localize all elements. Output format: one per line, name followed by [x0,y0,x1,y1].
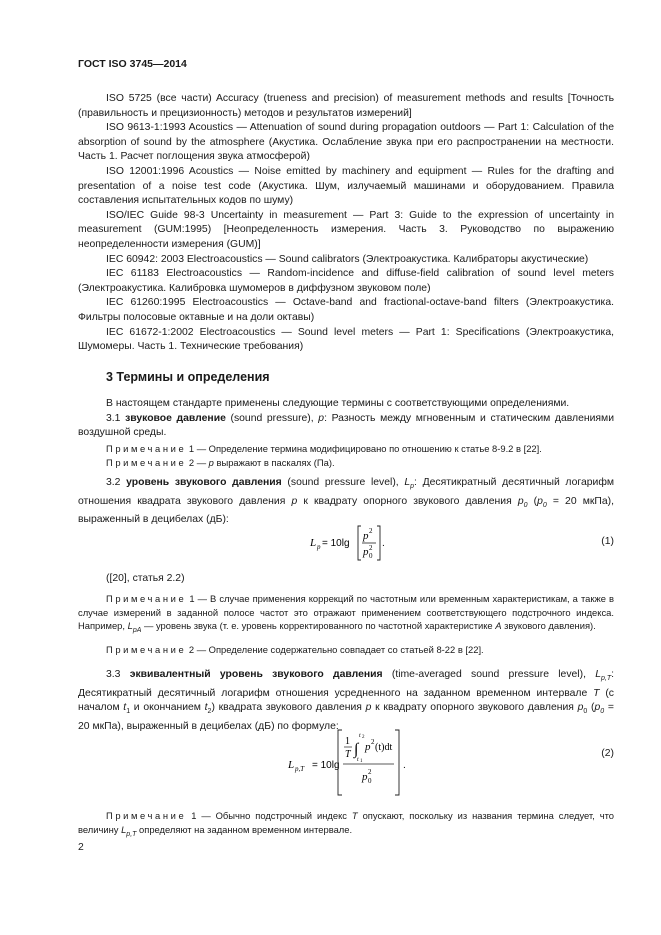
document-header: ГОСТ ISO 3745—2014 [78,58,187,70]
note: Примечание 2 — Определение содержательно совпадает со статьей 8-22 в [22]. [106,644,484,656]
reference-item: IEC 60942: 2003 Electroacoustics — Sound calibrators (Электроакустика. Калибраторы акустические) [106,253,589,265]
right-bracket [395,730,399,795]
intro-paragraph: В настоящем стандарте применены следующие термины с соответствующими определениями. [106,398,570,409]
svg-text:p: p [365,741,371,753]
reference-item: ISO 9613-1:1993 Acoustics — Attenuation of sound during propagation outdoors — Part 1: Calculation of the absorption of sound by the atmosphere (Акустика. Ослабление звука при его распространении на местности. Часть 1. Расчет поглощения звука атмосферой) [78,122,614,163]
notes-3-1 [78,442,614,469]
formula-number: (2) [601,748,614,759]
svg-text:1: 1 [360,759,363,764]
note: Примечание 1 — В случае применения коррекций по частотным или временным характеристикам, а также в случае измерений в заданной полосе частот это отражают применением соответствующего подстрочного индекса. Например, $L_{pA}$ — уровень звука (т. е. уровень корректированного по частотной характеристике A звукового давления). [78,593,614,634]
reference-item: ISO 5725 (все части) Accuracy (trueness and precision) of measurement methods and results [Точность (правильность и прецизионность) методов и результатов измерений] [78,93,614,119]
note: Примечание 1 — Обычно подстрочный индекс T опускают, поскольку из названия термина следует, что величину $L_{p,T}$ определяют на заданном временном интервале. [78,810,615,838]
term-3-2: 3.2 уровень звукового давления (sound pressure level), $L_p$: Десятикратный десятичный логарифм отношения квадрата звукового давления p к квадрату опорного звукового давления $p_0$ ($p_0 = 20$ мкПа), выраженный в децибелах (дБ): [78,477,615,526]
note: Примечание 1 — Определение термина модифицировано по отношению к статье 8-9.2 в [22]. [106,443,542,454]
note: Примечание 2 — p выражают в паскалях (Па). [106,456,335,468]
svg-text:2: 2 [362,735,365,740]
source-ref: ([20], статья 2.2) [106,573,185,584]
svg-text:2: 2 [371,738,375,746]
normative-references [78,92,614,355]
term-3-3: 3.3 эквивалентный уровень звукового давления (time-averaged sound pressure level), $L_{p,T}$: Десятикратный десятичный логарифм отношения усредненного на заданном временном интервале T (с началом $t_1$ и окончанием $t_2$) квадрата звукового давления p к квадрату опорного звукового давления $p_0$ ($p_0 = 20$ мкПа), выраженный в децибелах (дБ) по формуле: [78,669,615,732]
left-bracket [358,526,361,560]
svg-text:t: t [359,733,361,739]
formula-2 [78,728,614,798]
reference-item: ISO 12001:1996 Acoustics — Noise emitted by machinery and equipment — Rules for the drafting and presentation of a noise test code (Акустика. Шум, излучаемый машинами и оборудованием. Правила составления испытательных кодов по шуму) [78,165,614,207]
svg-text:0: 0 [368,777,372,785]
section-title: 3 Термины и определения [106,370,270,384]
term-name: звуковое давление [125,412,226,424]
term-name: эквивалентный уровень звукового давления [129,669,383,680]
svg-text:.: . [403,760,406,771]
svg-text:T: T [345,749,351,760]
svg-text:(t)dt: (t)dt [375,742,393,753]
formula-lhs: L [310,537,317,549]
svg-text:p,T: p,T [295,765,305,773]
svg-text:= 10lg: = 10lg [312,760,340,771]
terms-intro-block [78,397,614,441]
notes-3-3 [78,809,614,841]
integral-sign: ∫ [354,741,359,758]
svg-text:p: p [362,771,368,783]
reference-item: IEC 61672-1:2002 Electroacoustics — Sound level meters — Part 1: Specifications (Электроакустика, Шумомеры. Часть 1. Технические требования) [78,326,614,353]
svg-text:2: 2 [368,768,372,776]
formula-1 [78,522,614,564]
reference-item: IEC 61183 Electroacoustics — Random-incidence and diffuse-field calibration of sound level meters (Электроакустика. Калибровка шумомеров в диффузном звуковом поле) [78,268,614,294]
svg-text:t: t [357,757,359,763]
svg-text:.: . [382,538,385,549]
reference-item: ISO/IEC Guide 98-3 Uncertainty in measurement — Part 3: Guide to the expression of uncertainty in measurement (GUM:1995) [Неопределенность измерения. Часть 3. Руководство по выражению неопределенности измерения (GUM)] [78,209,614,250]
right-bracket [377,526,380,560]
svg-text:p: p [363,546,369,558]
term-3-1: 3.1 звуковое давление (sound pressure), p: Разность между мгновенным и статическим давлениями воздушной среды. [78,412,614,439]
svg-text:0: 0 [369,552,373,560]
reference-item: IEC 61260:1995 Electroacoustics — Octave-band and fractional-octave-band filters (Электроакустика. Фильтры полосовые октавные и на доли октавы) [78,297,614,323]
formula-lhs: L [288,759,295,771]
svg-text:2: 2 [369,527,373,535]
formula-1-graphic [78,522,614,564]
term-name: уровень звукового давления [126,477,282,488]
formula-number: (1) [601,536,614,547]
svg-text:p: p [363,530,369,542]
notes-3-2 [78,592,614,657]
svg-text:2: 2 [369,544,373,552]
svg-text:1: 1 [345,736,350,747]
formula-2-graphic [78,728,614,798]
svg-text:p: p [317,543,321,551]
svg-text:= 10lg: = 10lg [322,538,350,549]
page-number: 2 [78,842,84,853]
